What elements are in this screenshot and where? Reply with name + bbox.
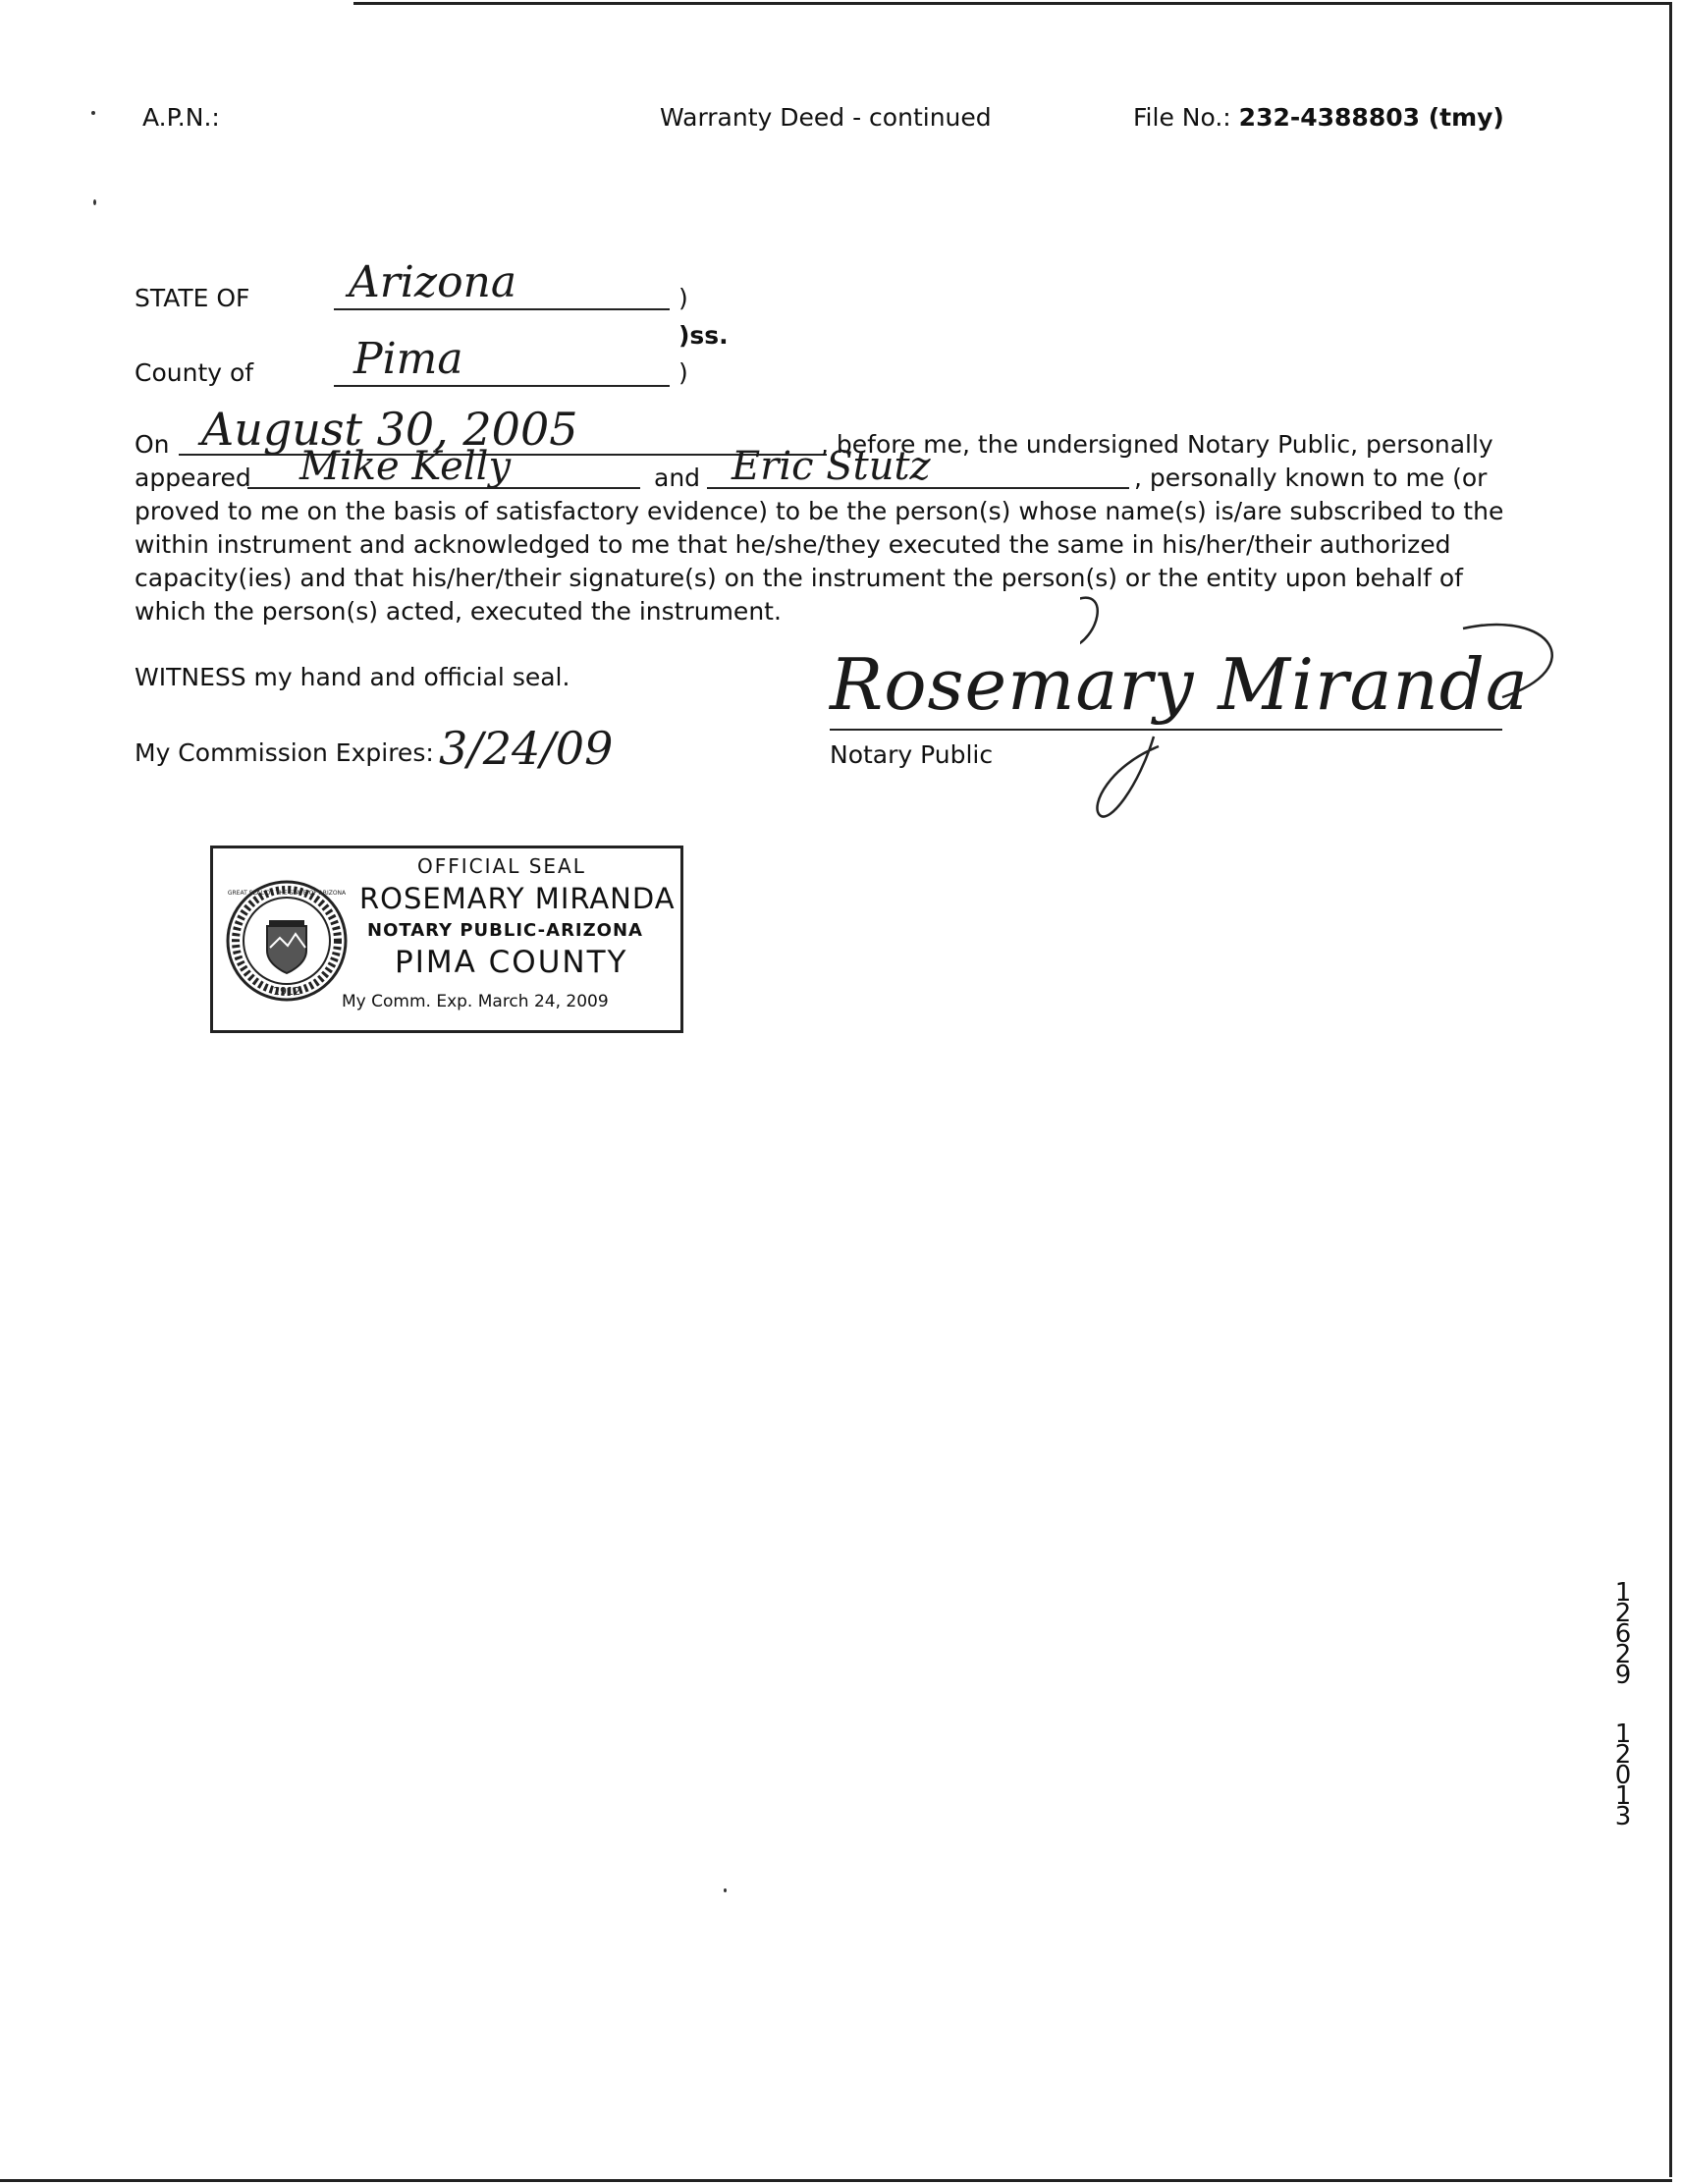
page-bottom-edge [0,2179,1672,2182]
county-underline [334,385,670,387]
and-label: and [654,464,701,492]
commission-expires-label: My Commission Expires: [135,738,434,767]
county-value: Pima [353,334,463,384]
state-paren: ) [678,284,688,312]
file-number-label: File No.: [1133,103,1231,132]
person-one-name: Mike Kelly [299,444,512,489]
scan-speck [724,1888,727,1892]
witness-text: WITNESS my hand and official seal. [135,663,570,691]
file-number-value: 232-4388803 (tmy) [1238,103,1504,132]
notary-public-title: Notary Public [830,740,994,769]
page-right-edge [1669,2,1672,2177]
seal-commission-expiry: My Comm. Exp. March 24, 2009 [342,992,609,1011]
on-label: On [135,430,170,459]
notary-signature: Rosemary Miranda [830,643,1529,726]
signature-flourish [1080,589,1571,835]
state-underline [334,308,670,310]
apn-label: A.P.N.: [142,103,220,132]
scan-speck [93,199,96,205]
recording-number-docket: 12629 [1614,1578,1632,1690]
seal-emblem-year: 1912 [273,985,300,998]
ss-label: )ss. [678,321,729,350]
county-paren: ) [678,358,688,387]
before-me-text: , before me, the undersigned Notary Public, personally [821,430,1493,459]
acknowledgment-body: proved to me on the basis of satisfactory evidence) to be the person(s) whose name(s) is/are subscribed to the within instrument and acknowledged to me that he/she/they executed the same in his/her/their authorized capacity(ies) and that his/her/their signature(s) on the instrument the person(s) or the entity upon behalf of which the person(s) acted, executed the instrument. [135,497,1504,626]
commission-expires-value: 3/24/09 [439,722,614,775]
person-two-name: Eric Stutz [732,444,931,489]
person-one-underline [247,487,640,489]
file-number [1133,101,1504,135]
state-label: STATE OF [135,284,250,312]
personally-known-text: , personally known to me (or [1134,464,1488,492]
page-top-edge [353,2,1669,5]
seal-notary-name: ROSEMARY MIRANDA [359,882,676,915]
notary-signature-line [830,729,1502,731]
recording-number-page: 12013 [1614,1720,1632,1831]
appeared-label: appeared [135,464,251,492]
arizona-state-seal-emblem [223,877,351,1005]
seal-notary-role: NOTARY PUBLIC-ARIZONA [367,920,643,941]
state-value: Arizona [349,257,517,307]
document-title: Warranty Deed - continued [660,103,992,132]
seal-emblem-ring-text: GREAT SEAL OF THE STATE OF ARIZONA [227,890,347,897]
acknowledgment-date: August 30, 2005 [201,403,578,456]
county-label: County of [135,358,254,387]
scan-speck [91,111,95,115]
seal-county: PIMA COUNTY [395,945,628,980]
seal-heading: OFFICIAL SEAL [417,854,586,878]
person-two-underline [707,487,1129,489]
